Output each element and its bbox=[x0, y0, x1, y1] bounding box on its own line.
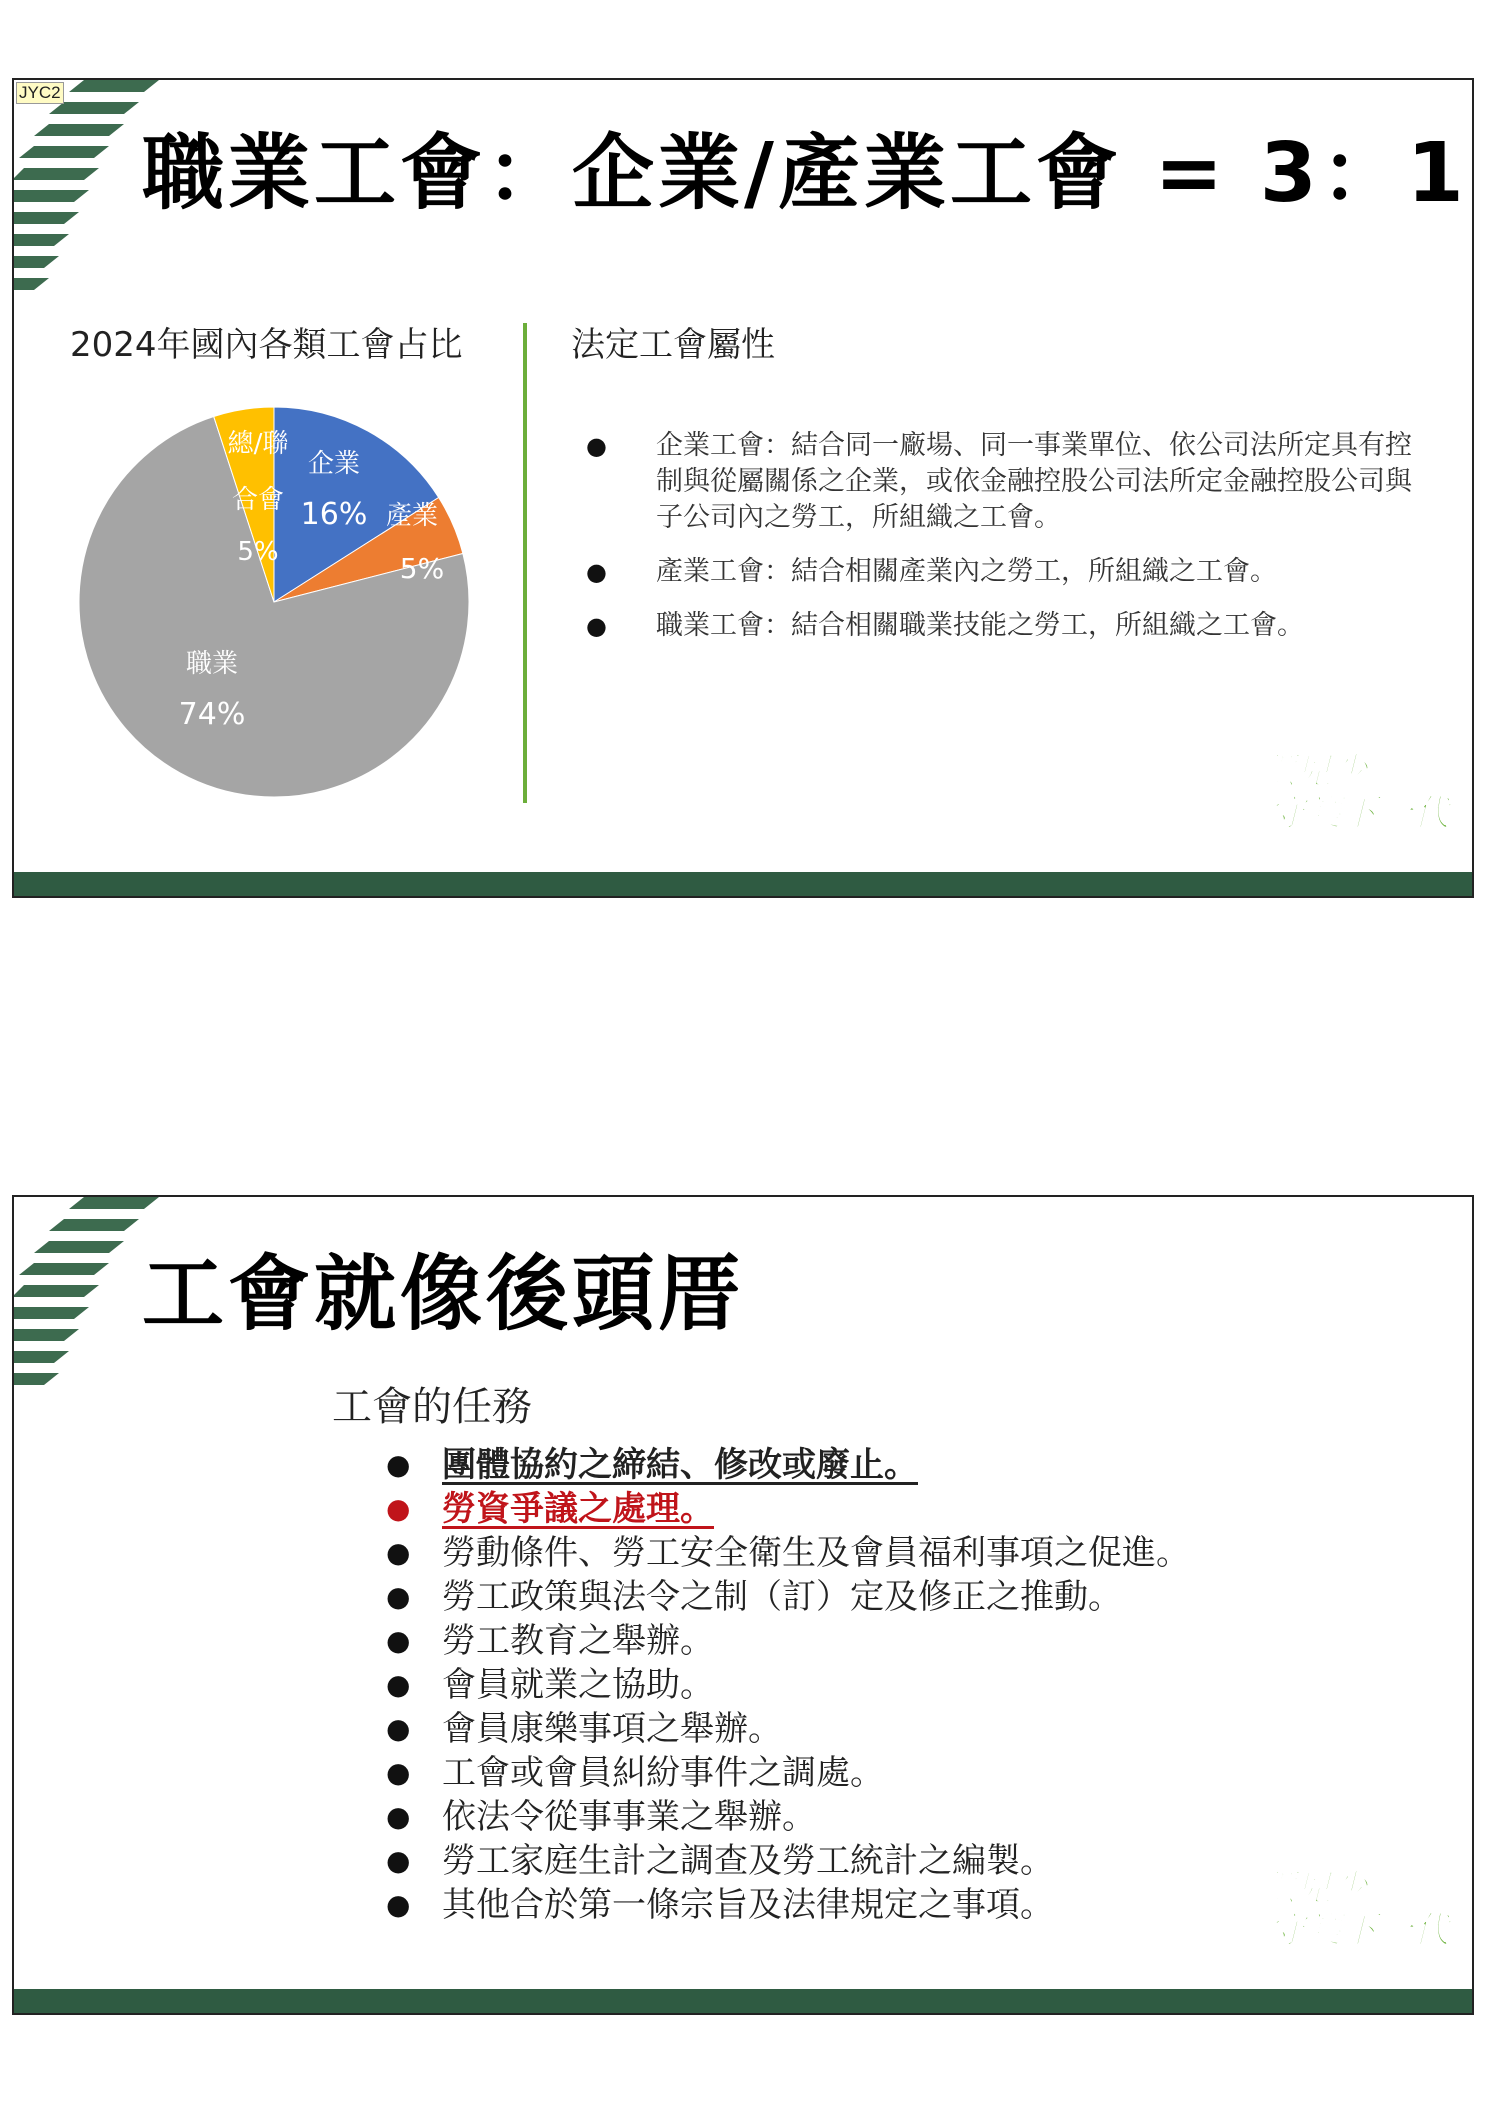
pie-label: 5% bbox=[237, 537, 279, 567]
task-item: ● 依法令從事事業之舉辦。 bbox=[386, 1797, 816, 1837]
slide-tag: JYC2 bbox=[16, 82, 64, 104]
svg-text:守護下一代: 守護下一代 bbox=[1269, 1910, 1450, 1951]
bullet-icon: ● bbox=[586, 558, 607, 586]
task-item: ● 團體協約之締結、修改或廢止。 bbox=[386, 1445, 918, 1485]
task-item: ● 其他合於第一條宗旨及法律規定之事項。 bbox=[386, 1885, 1054, 1925]
definitions-heading: 法定工會屬性 bbox=[571, 325, 775, 365]
tasks-list bbox=[386, 1443, 1190, 1927]
bullet-icon: ● bbox=[386, 1492, 411, 1525]
bullet-icon: ● bbox=[386, 1712, 411, 1745]
svg-text:顧兒少: 顧兒少 bbox=[1259, 1868, 1368, 1909]
pie-label: 職業 bbox=[185, 649, 239, 679]
bullet-icon: ● bbox=[386, 1800, 411, 1833]
definition-item: ● 產業工會：結合相關產業內之勞工，所組織之工會。 bbox=[586, 554, 1436, 590]
svg-text:顧兒少: 顧兒少 bbox=[1259, 751, 1368, 792]
bullet-icon: ● bbox=[386, 1844, 411, 1877]
pie-label: 產業 bbox=[385, 501, 439, 531]
task-item: ● 勞工政策與法令之制（訂）定及修正之推動。 bbox=[386, 1577, 1122, 1617]
task-item: ● 會員康樂事項之舉辦。 bbox=[386, 1709, 782, 1749]
pie-chart-title: 2024年國內各類工會占比 bbox=[70, 325, 463, 365]
bullet-icon: ● bbox=[386, 1536, 411, 1569]
footer-bar bbox=[14, 1989, 1472, 2013]
definition-item: ● 企業工會：結合同一廠場、同一事業單位、依公司法所定具有控制與從屬關係之企業，或依金融控股公司法所定金融控股公司與子公司內之勞工，所組織之工會。 bbox=[586, 430, 1412, 533]
pie-label: 74% bbox=[178, 697, 246, 732]
bullet-icon: ● bbox=[386, 1888, 411, 1921]
bullet-icon: ● bbox=[386, 1756, 411, 1789]
task-item: ● 工會或會員糾紛事件之調處。 bbox=[386, 1753, 884, 1793]
task-item: ● 會員就業之協助。 bbox=[386, 1665, 714, 1705]
bullet-icon: ● bbox=[386, 1580, 411, 1613]
pie-label: 16% bbox=[300, 497, 368, 532]
task-item: ● 勞動條件、勞工安全衛生及會員福利事項之促進。 bbox=[386, 1533, 1190, 1573]
slide-title: 職業工會：企業/產業工會 = 3：1 bbox=[142, 126, 1468, 221]
slide-2 bbox=[12, 1195, 1474, 2015]
bullet-icon: ● bbox=[586, 612, 607, 640]
brand-logo bbox=[1249, 745, 1459, 835]
pie-label: 5% bbox=[399, 552, 445, 585]
footer-bar bbox=[14, 872, 1472, 896]
definitions-list bbox=[586, 428, 1436, 662]
pie-label: 企業 bbox=[307, 449, 361, 479]
column-divider bbox=[523, 323, 527, 803]
slide-title: 工會就像後頭厝 bbox=[142, 1247, 745, 1342]
definition-item: ● 職業工會：結合相關職業技能之勞工，所組織之工會。 bbox=[586, 608, 1436, 644]
task-item: ● 勞工家庭生計之調查及勞工統計之編製。 bbox=[386, 1841, 1054, 1881]
task-item: ● 勞資爭議之處理。 bbox=[386, 1489, 714, 1529]
svg-text:守護下一代: 守護下一代 bbox=[1269, 793, 1450, 834]
bullet-icon: ● bbox=[386, 1448, 411, 1481]
task-item: ● 勞工教育之舉辦。 bbox=[386, 1621, 714, 1661]
slide-1 bbox=[12, 78, 1474, 898]
pie-label: 總/聯 bbox=[227, 429, 289, 459]
pie-chart bbox=[64, 392, 484, 812]
bullet-icon: ● bbox=[586, 432, 607, 460]
pie-label: 合會 bbox=[231, 485, 285, 515]
tasks-heading: 工會的任務 bbox=[332, 1384, 532, 1430]
bullet-icon: ● bbox=[386, 1668, 411, 1701]
brand-logo bbox=[1249, 1862, 1459, 1952]
bullet-icon: ● bbox=[386, 1624, 411, 1657]
